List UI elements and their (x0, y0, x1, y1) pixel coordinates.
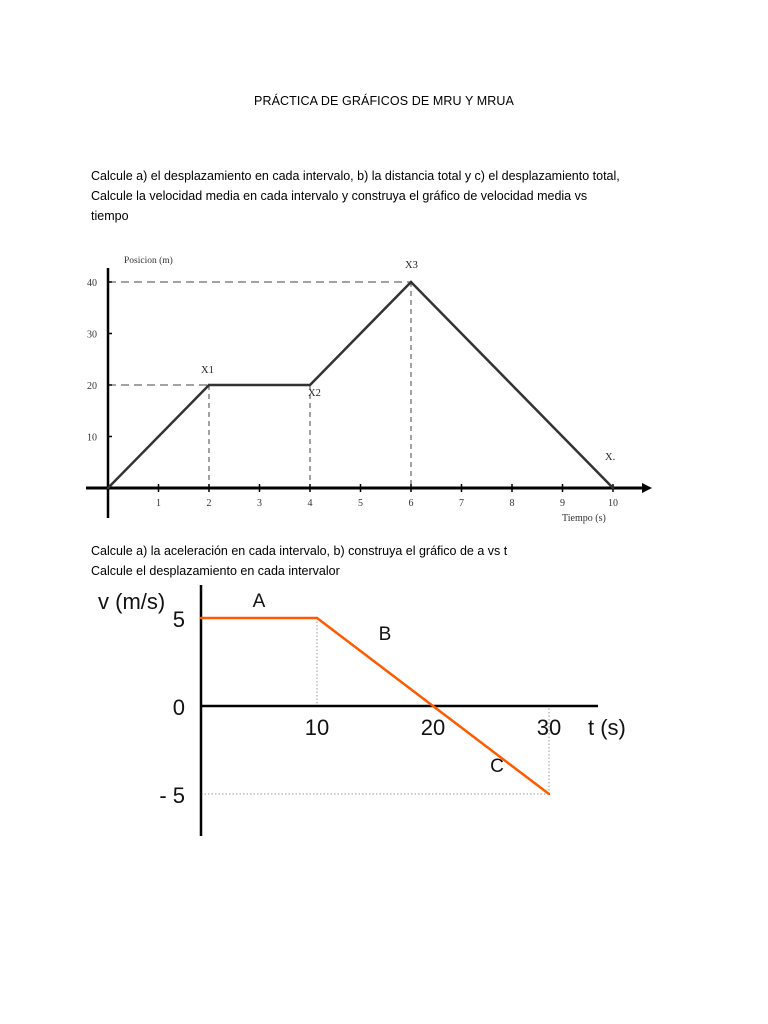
data-point (612, 487, 614, 489)
instructions-paragraph-1 (91, 166, 691, 226)
y-tick-label: 5 (172, 607, 185, 632)
x-tick-label: 10 (304, 715, 330, 740)
x-tick-label: 10 (608, 498, 618, 509)
segment-label: C (490, 756, 504, 777)
data-point (107, 487, 109, 489)
chart2-ticks (159, 607, 561, 808)
point-label: X1 (201, 365, 214, 376)
x-tick-label: 8 (509, 498, 515, 509)
x-tick-label: 5 (358, 498, 363, 509)
y-axis-label: Posicion (m) (124, 256, 173, 266)
paragraph-line: tiempo (91, 209, 129, 223)
data-point (410, 281, 412, 283)
x-tick-label: 30 (536, 715, 562, 740)
y-axis-label: v (m/s) (98, 589, 166, 614)
y-tick-label: 30 (87, 329, 97, 341)
segment-label: B (378, 624, 392, 645)
data-point (200, 617, 202, 619)
point-label: X2 (308, 388, 321, 399)
x-tick-label: 6 (408, 498, 414, 509)
data-point (309, 384, 311, 386)
y-tick-label: 10 (87, 432, 97, 444)
point-label: X3 (405, 260, 418, 271)
x-axis-label: t (s) (588, 715, 626, 740)
paragraph-line: Calcule a) el desplazamiento en cada intervalo, b) la distancia total y c) el desplazamiento total, (91, 169, 620, 183)
x-tick-label: 9 (560, 498, 565, 509)
data-point (548, 793, 550, 795)
data-point (432, 705, 434, 707)
paragraph-line: Calcule a) la aceleración en cada intervalo, b) construya el gráfico de a vs t (91, 544, 508, 558)
y-tick-label: 40 (87, 278, 97, 289)
segment-label: A (252, 591, 266, 612)
data-point (208, 384, 210, 386)
x-axis-arrow (642, 483, 652, 493)
chart1-labels (124, 255, 606, 524)
point-label: X. (605, 452, 616, 463)
position-series-line (108, 282, 616, 488)
chart2-series (200, 591, 550, 795)
chart1-axes (86, 268, 652, 518)
x-tick-label: 20 (420, 715, 446, 740)
x-tick-label: 2 (206, 498, 212, 509)
instructions-paragraph-2 (91, 541, 691, 581)
y-tick-label: - 5 (159, 783, 185, 808)
page-title: PRÁCTICA DE GRÁFICOS DE MRU Y MRUA (254, 94, 514, 108)
x-tick-label: 3 (257, 498, 262, 509)
x-tick-label: 1 (156, 498, 161, 509)
chart1-series (107, 260, 615, 489)
chart2-axes (200, 585, 598, 836)
paragraph-line: Calcule la velocidad media en cada intervalo y construya el gráfico de velocidad media vs (91, 189, 588, 203)
x-tick-label: 7 (459, 498, 464, 509)
chart1-ticks (87, 278, 618, 509)
velocity-time-chart (0, 580, 768, 840)
data-point (316, 617, 318, 619)
x-tick-label: 4 (307, 498, 313, 509)
position-time-chart (0, 240, 768, 540)
paragraph-line: Calcule el desplazamiento en cada intervalor (91, 564, 340, 578)
y-tick-label: 20 (87, 381, 97, 392)
x-axis-label: Tiempo (s) (562, 513, 606, 524)
y-tick-label: 0 (172, 695, 185, 720)
